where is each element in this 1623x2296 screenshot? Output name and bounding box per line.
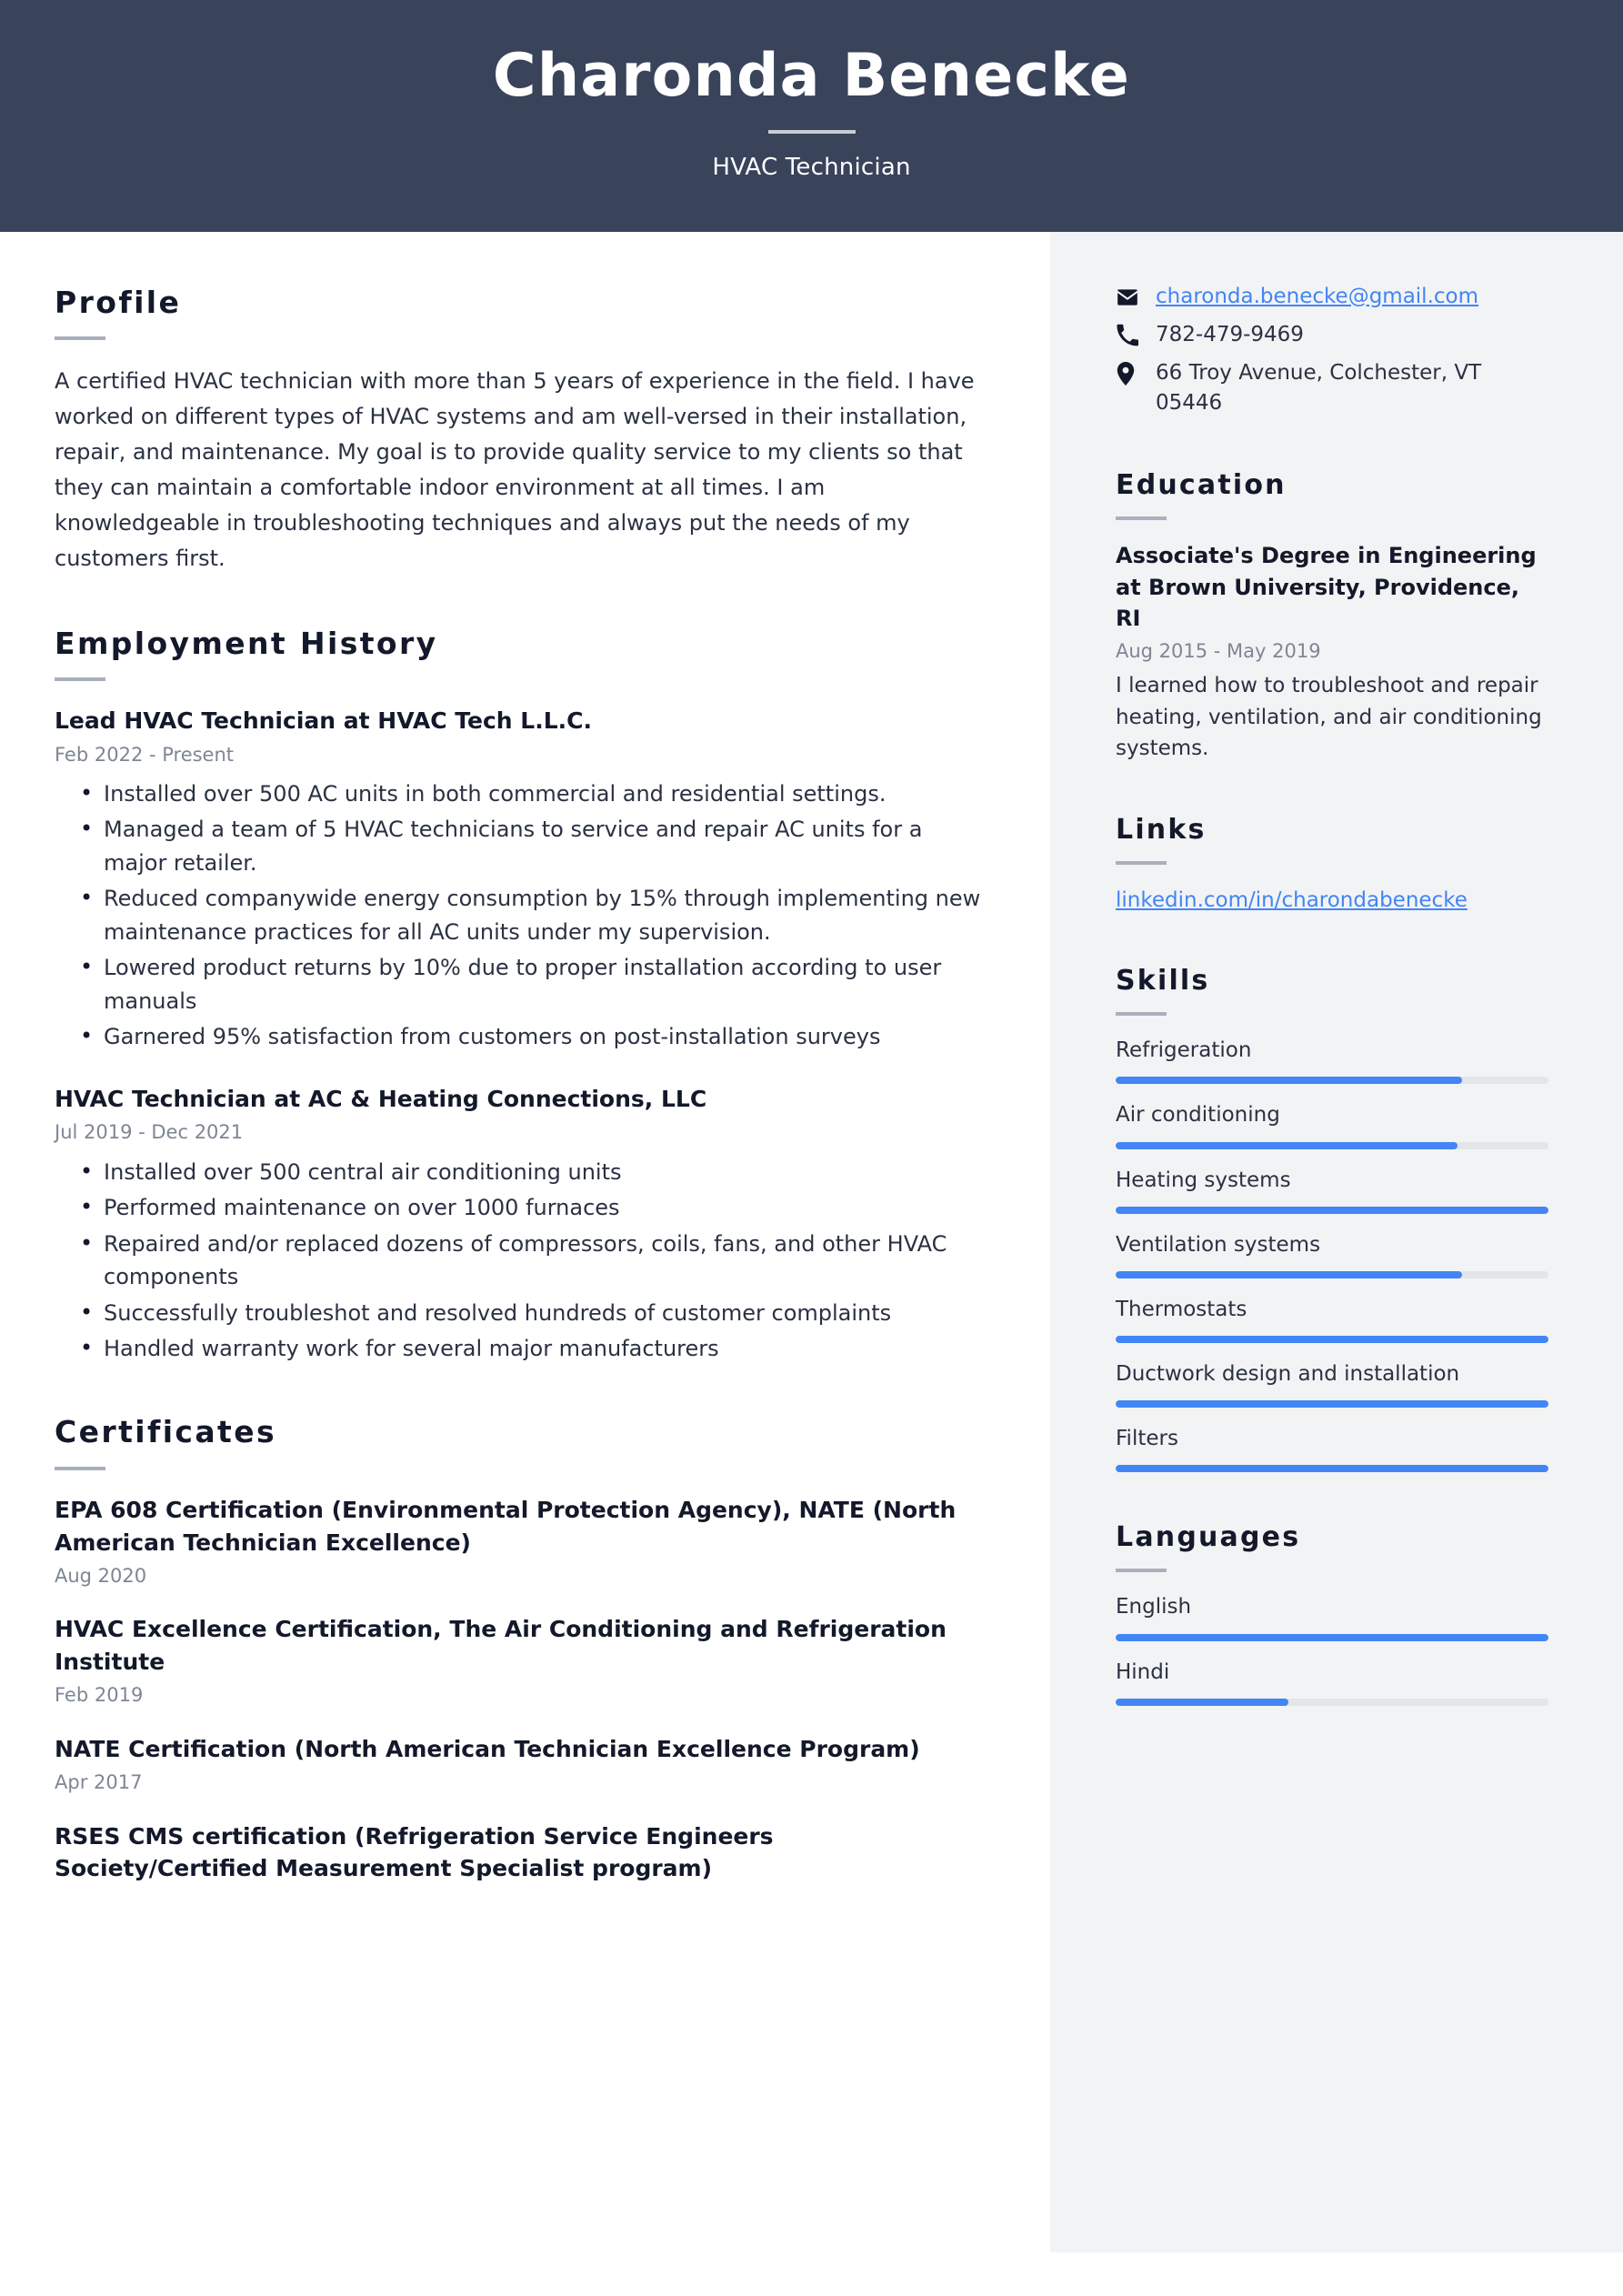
certificate-entry-title: EPA 608 Certification (Environmental Protection Agency), NATE (North American Technician Excellence) [55,1497,957,1556]
certificate-entry [55,1494,982,1589]
education-heading: Education [1116,469,1287,502]
main-column [0,232,1050,2252]
skill-item [1116,1424,1548,1472]
envelope-icon [1116,282,1143,309]
certificate-entry [55,1613,982,1709]
education-entry-title: Associate's Degree in Engineering at Brown University, Providence, RI [1116,543,1537,632]
employment-bullet: • Garnered 95% satisfaction from customers on post-installation surveys [104,1020,982,1053]
skill-item-bar-track [1116,1400,1548,1408]
skill-item-bar-fill [1116,1336,1548,1343]
skill-item-label: Thermostats [1116,1297,1247,1321]
certificate-entry-title: RSES CMS certification (Refrigeration Service Engineers Society/Certified Measurement Specialist program) [55,1822,774,1882]
skill-item-label: Ventilation systems [1116,1232,1321,1257]
contact-row-phone [1116,320,1548,350]
contact-phone: 782-479-9469 [1156,322,1304,346]
section-links [1116,814,1548,917]
education-entry-description: I learned how to troubleshoot and repair heating, ventilation, and air conditioning systems. [1116,674,1542,761]
education-heading-rule [1116,516,1167,520]
skills-heading-rule [1116,1012,1167,1016]
skill-item-bar-fill [1116,1400,1548,1408]
skill-item-bar-fill [1116,1142,1458,1149]
language-item-bar-fill [1116,1699,1288,1706]
contact-row-address [1116,358,1548,418]
languages-list [1116,1592,1548,1705]
skill-item [1116,1166,1548,1214]
section-profile [55,285,982,577]
skill-item [1116,1230,1548,1278]
employment-list [55,705,982,1365]
skill-item-label: Refrigeration [1116,1038,1252,1063]
skill-item-label: Filters [1116,1427,1178,1451]
contact-email[interactable]: charonda.benecke@gmail.com [1156,284,1479,308]
skill-item [1116,1100,1548,1148]
page-title: Charonda Benecke [492,42,1131,110]
language-item-bar-track [1116,1699,1548,1706]
certificate-entry-title: NATE Certification (North American Technician Excellence Program) [55,1735,920,1762]
resume-header [0,0,1623,232]
skill-item-label: Ductwork design and installation [1116,1362,1460,1387]
sidebar-column [1050,232,1623,2252]
contact-list [1116,282,1548,418]
employment-bullet: • Performed maintenance on over 1000 furnaces [104,1191,982,1224]
skill-item-bar-track [1116,1142,1548,1149]
links-heading: Links [1116,813,1207,846]
skills-list [1116,1036,1548,1472]
education-entry [1116,540,1548,765]
skill-item-bar-track [1116,1465,1548,1472]
section-skills [1116,965,1548,1472]
employment-entry-title: Lead HVAC Technician at HVAC Tech L.L.C. [55,707,592,735]
section-certificates [55,1414,982,1884]
section-languages [1116,1521,1548,1705]
certificate-entry-date: Aug 2020 [55,1565,147,1588]
resume-body [0,232,1623,2252]
link-item[interactable]: linkedin.com/in/charondabenecke [1116,887,1468,912]
skill-item-label: Air conditioning [1116,1103,1280,1128]
employment-bullet-list [55,1156,982,1366]
certificates-list [55,1494,982,1885]
certificate-entry [55,1820,982,1885]
section-education [1116,469,1548,765]
employment-entry-date: Feb 2022 - Present [55,743,235,766]
employment-bullet: • Installed over 500 central air conditioning units [104,1156,982,1188]
education-list [1116,540,1548,765]
employment-heading: Employment History [55,625,438,661]
skill-item-bar-fill [1116,1207,1548,1214]
languages-heading: Languages [1116,1521,1301,1554]
map-pin-icon [1116,358,1143,386]
links-list [1116,885,1548,917]
employment-entry-date: Jul 2019 - Dec 2021 [55,1121,244,1144]
employment-bullet-list [55,777,982,1054]
employment-bullet: • Lowered product returns by 10% due to proper installation according to user manuals [104,951,982,1018]
skill-item-bar-fill [1116,1465,1548,1472]
certificate-entry [55,1733,982,1797]
skill-item-bar-track [1116,1077,1548,1084]
employment-bullet: • Handled warranty work for several major manufacturers [104,1332,982,1365]
language-item-bar-fill [1116,1634,1548,1641]
phone-icon [1116,320,1143,346]
links-heading-rule [1116,861,1167,865]
language-item [1116,1658,1548,1706]
section-employment-history [55,626,982,1366]
contact-row-email[interactable] [1116,282,1548,312]
employment-entry-title: HVAC Technician at AC & Heating Connections, LLC [55,1085,707,1112]
profile-heading: Profile [55,284,182,320]
certificate-entry-date: Feb 2019 [55,1684,144,1707]
contact-address: 66 Troy Avenue, Colchester, VT 05446 [1156,360,1482,416]
language-item [1116,1592,1548,1640]
employment-bullet: • Repaired and/or replaced dozens of compressors, coils, fans, and other HVAC components [104,1228,982,1294]
employment-bullet: • Reduced companywide energy consumption by 15% through implementing new maintenance practices for all AC units under my supervision. [104,882,982,948]
profile-heading-rule [55,336,105,340]
skill-item-bar-fill [1116,1077,1462,1084]
header-divider [768,130,856,134]
employment-entry [55,1083,982,1366]
header-job-title: HVAC Technician [712,153,911,181]
skill-item-bar-track [1116,1336,1548,1343]
languages-heading-rule [1116,1569,1167,1572]
skills-heading: Skills [1116,965,1210,998]
employment-bullet: • Installed over 500 AC units in both commercial and residential settings. [104,777,982,810]
skill-item-bar-track [1116,1271,1548,1278]
certificate-entry-date: Apr 2017 [55,1771,143,1794]
education-entry-date: Aug 2015 - May 2019 [1116,639,1321,662]
skill-item [1116,1359,1548,1408]
employment-bullet: • Successfully troubleshot and resolved hundreds of customer complaints [104,1297,982,1329]
language-item-bar-track [1116,1634,1548,1641]
skill-item-label: Heating systems [1116,1168,1291,1192]
skill-item-bar-fill [1116,1271,1462,1278]
employment-entry [55,705,982,1054]
certificate-entry-title: HVAC Excellence Certification, The Air Conditioning and Refrigeration Institute [55,1616,947,1675]
profile-text: A certified HVAC technician with more than 5 years of experience in the field. I have worked on different types of HVAC systems and am well-versed in their installation, repair, and maintenance. My goal is to provide quality service to my clients so that they can maintain a comfortable indoor environment at all times. I am knowledgeable in troubleshooting techniques and always put the needs of my customers first. [55,368,975,571]
certificates-heading: Certificates [55,1414,277,1450]
language-item-label: English [1116,1595,1192,1619]
skill-item-bar-track [1116,1207,1548,1214]
certificates-heading-rule [55,1467,105,1470]
skill-item [1116,1036,1548,1084]
language-item-label: Hindi [1116,1659,1170,1684]
employment-heading-rule [55,677,105,681]
skill-item [1116,1295,1548,1343]
employment-bullet: • Managed a team of 5 HVAC technicians to service and repair AC units for a major retailer. [104,813,982,879]
